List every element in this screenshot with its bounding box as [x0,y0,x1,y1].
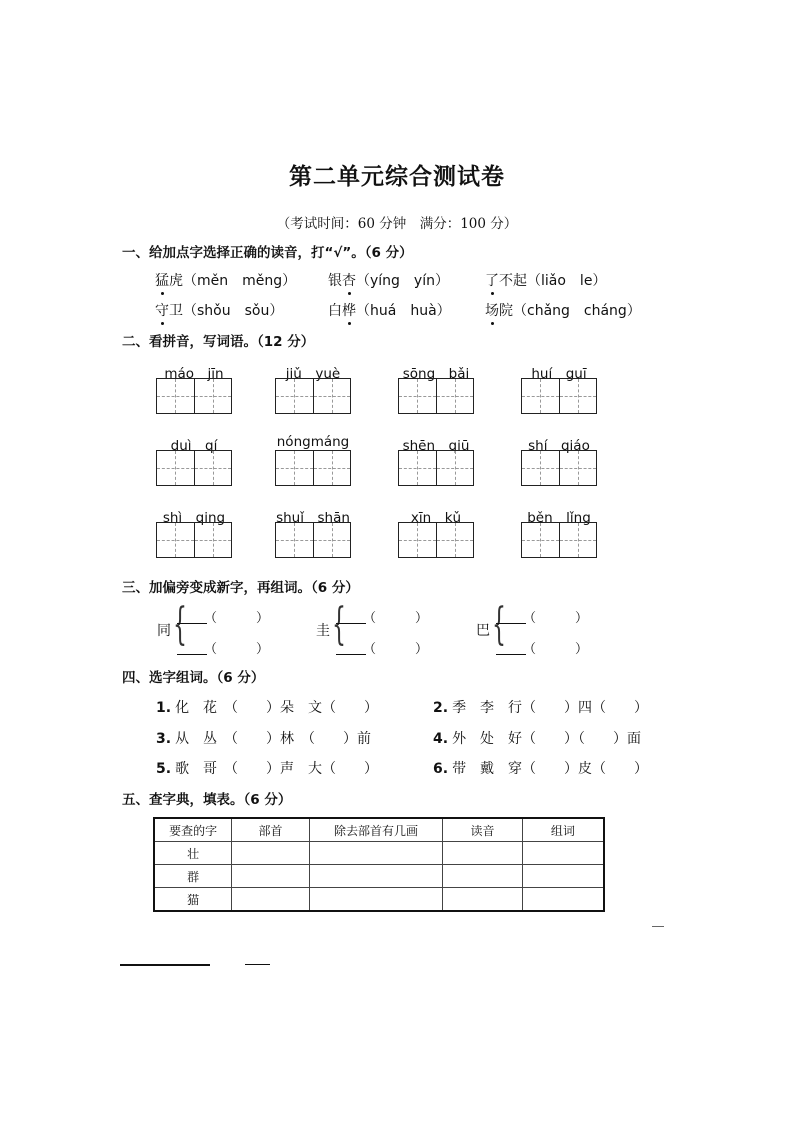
answer-line [177,654,207,655]
writing-grid [275,450,351,486]
exam-info: （考试时间：60 分钟 满分：100 分） [276,216,518,232]
question-number: 3. [156,731,172,747]
page-title: 第二单元综合测试卷 [289,163,505,190]
pinyin-options: （liǎo le） [527,273,607,289]
question-number: 5. [156,761,172,777]
answer-line [496,623,526,624]
pronunciation-item [155,300,283,320]
question-text: 季 李 行（ ）四（ ） [452,700,649,716]
base-character: 圭 [316,623,330,639]
writing-grid [398,378,474,414]
writing-grid [521,522,597,558]
pinyin-label: huí guī [531,366,587,382]
answer-blank: （ ） [523,611,589,626]
word-rest: 卫 [169,303,183,319]
grid-cell [560,451,597,485]
answer-cell [309,865,442,888]
writing-grid [156,522,232,558]
word-choice-item [156,697,378,717]
question-number: 6. [433,761,449,777]
word-choice-item [433,697,648,717]
brace-icon: { [173,599,187,650]
writing-grid [398,522,474,558]
answer-cell [232,865,310,888]
answer-cell [522,865,604,888]
table-row [154,888,604,912]
word-first-char: 了 [485,270,499,290]
grid-cell [437,523,474,557]
pinyin-options: （yíng yín） [356,273,449,289]
answer-cell [232,842,310,865]
pinyin-label: duì qí [170,438,218,454]
grid-cell [314,379,351,413]
grid-cell [195,379,232,413]
column-header: 要查的字 [154,818,232,842]
base-character: 同 [157,623,171,639]
pinyin-label: shēn qiū [402,438,470,454]
pronunciation-item [485,270,606,290]
answer-cell [443,842,523,865]
word-choice-item [433,758,648,778]
word-first-char: 场 [485,300,499,320]
grid-cell [195,451,232,485]
grid-cell [437,451,474,485]
word-first-char: 白 [328,303,342,319]
pinyin-options: （měn měng） [183,273,297,289]
column-header: 部首 [232,818,310,842]
grid-cell [399,451,437,485]
pronunciation-item [485,300,641,320]
grid-cell [522,451,560,485]
writing-grid [521,450,597,486]
grid-cell [314,451,351,485]
section-4-heading: 四、选字组词。（6 分） [122,670,265,686]
query-character: 壮 [154,842,232,865]
answer-cell [309,842,442,865]
brace-icon: { [332,599,346,650]
question-text: 歌 哥 （ ）声 大（ ） [175,761,379,777]
writing-grid [156,450,232,486]
answer-line [336,654,366,655]
grid-cell [157,379,195,413]
answer-line [496,654,526,655]
word-first-char: 猛 [155,270,169,290]
pinyin-options: （chǎng cháng） [513,303,641,319]
grid-cell [399,379,437,413]
question-number: 2. [433,700,449,716]
word-first-char: 银 [328,273,342,289]
column-header: 读音 [443,818,523,842]
grid-cell [157,523,195,557]
pinyin-label: jiǔ yuè [285,366,341,382]
brace-icon: { [492,599,506,650]
query-character: 猫 [154,888,232,912]
scan-mark [245,964,270,965]
question-number: 1. [156,700,172,716]
grid-cell [276,451,314,485]
answer-blank: （ ） [204,611,270,626]
column-header: 除去部首有几画 [309,818,442,842]
grid-cell [560,523,597,557]
pinyin-label: shì qing [162,510,226,526]
word-first-char: 守 [155,300,169,320]
section-2-heading: 二、看拼音，写词语。（12 分） [122,334,315,350]
answer-blank: （ ） [363,642,429,657]
answer-blank: （ ） [523,642,589,657]
base-character: 巴 [476,623,490,639]
question-text: 带 戴 穿（ ）皮（ ） [452,761,649,777]
answer-cell [443,865,523,888]
word-choice-item [156,728,371,748]
scan-mark [120,964,210,966]
table-row [154,865,604,888]
question-text: 外 处 好（ ）（ ）面 [452,731,642,747]
writing-grid [275,378,351,414]
pinyin-label: shí qiáo [528,438,590,454]
pinyin-options: （huá huà） [356,303,451,319]
answer-line [336,623,366,624]
answer-line [177,623,207,624]
table-header-row [154,818,604,842]
pronunciation-item [155,270,296,290]
grid-cell [157,451,195,485]
word-rest: 院 [499,303,513,319]
scan-mark [652,926,664,927]
grid-cell [522,379,560,413]
pinyin-label: xīn kǔ [410,510,462,526]
grid-cell [276,523,314,557]
grid-cell [195,523,232,557]
word-rest: 虎 [169,273,183,289]
grid-cell [399,523,437,557]
pronunciation-item [328,300,451,320]
pinyin-options: （shǒu sǒu） [183,303,284,319]
answer-blank: （ ） [363,611,429,626]
pronunciation-item [328,270,449,290]
answer-cell [443,888,523,912]
word-rest: 杏 [342,270,356,290]
grid-cell [314,523,351,557]
table-row [154,842,604,865]
question-text: 从 丛 （ ）林 （ ）前 [175,731,372,747]
answer-cell [232,888,310,912]
word-rest: 不起 [499,273,527,289]
pinyin-label: nóngmáng [276,434,350,450]
answer-cell [522,888,604,912]
section-3-heading: 三、加偏旁变成新字，再组词。（6 分） [122,580,359,596]
answer-cell [522,842,604,865]
grid-cell [560,379,597,413]
question-text: 化 花 （ ）朵 文（ ） [175,700,379,716]
word-choice-item [433,728,641,748]
section-5-heading: 五、查字典，填表。（6 分） [122,792,292,808]
pinyin-label: shuǐ shān [276,510,350,526]
answer-cell [309,888,442,912]
column-header: 组词 [522,818,604,842]
section-1-heading: 一、给加点字选择正确的读音，打“√”。（6 分） [122,245,413,261]
word-choice-item [156,758,378,778]
grid-cell [522,523,560,557]
pinyin-label: máo jīn [164,366,224,382]
dictionary-table [153,817,605,912]
question-number: 4. [433,731,449,747]
writing-grid [275,522,351,558]
answer-blank: （ ） [204,642,270,657]
writing-grid [521,378,597,414]
pinyin-label: sōng bǎi [402,366,470,382]
writing-grid [398,450,474,486]
query-character: 群 [154,865,232,888]
pinyin-label: běn lǐng [527,510,591,526]
word-rest: 桦 [342,300,356,320]
grid-cell [437,379,474,413]
writing-grid [156,378,232,414]
grid-cell [276,379,314,413]
